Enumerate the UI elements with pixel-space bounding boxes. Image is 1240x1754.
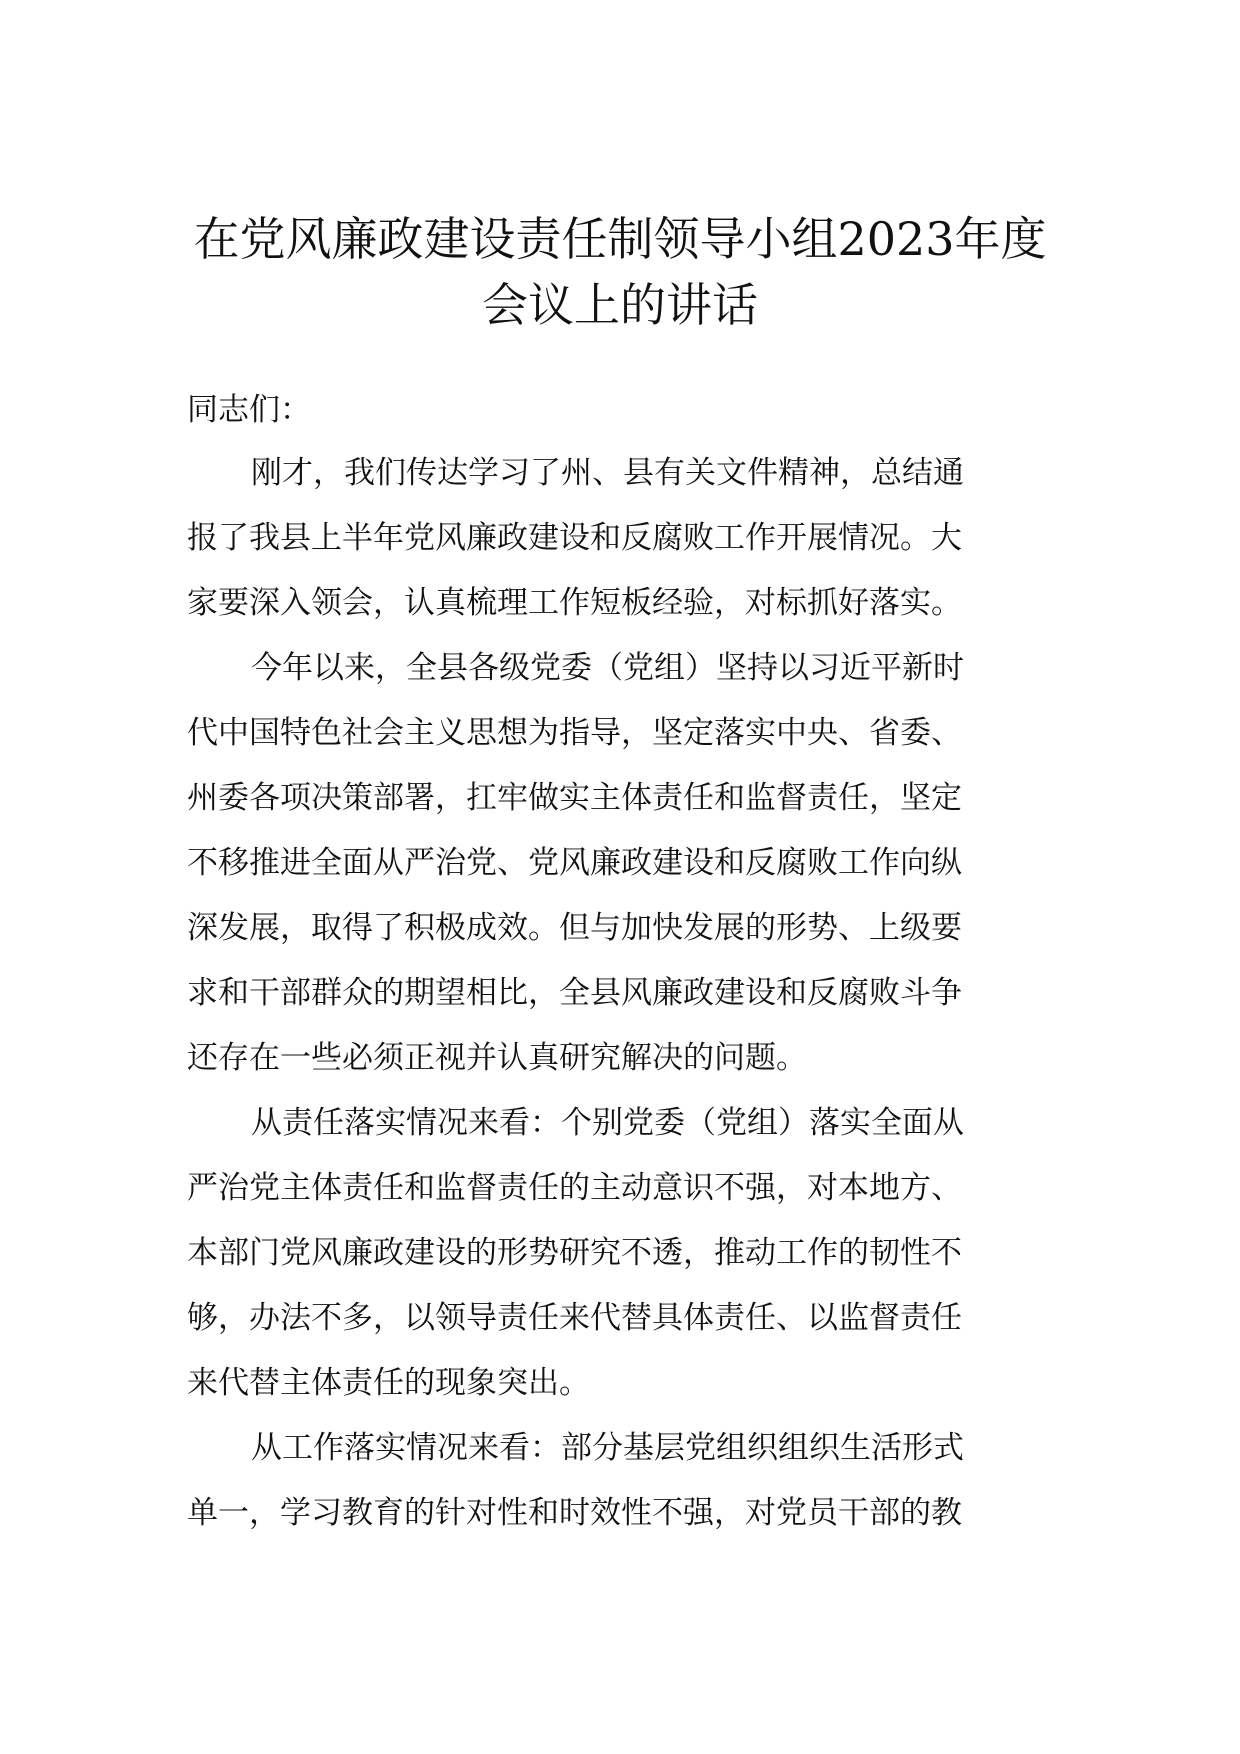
- title-line-2: 会议上的讲话: [482, 278, 758, 332]
- paragraph-2-line-2: 代中国特色社会主义思想为指导，坚定落实中央、省委、: [187, 715, 962, 751]
- paragraph-1-line-1: 刚才，我们传达学习了州、县有关文件精神，总结通: [251, 455, 964, 491]
- page-title: [170, 206, 1070, 338]
- paragraph-2-line-3: 州委各项决策部署，扛牢做实主体责任和监督责任，坚定: [187, 780, 962, 816]
- title-line-1: 在党风廉政建设责任制领导小组2023年度: [193, 212, 1047, 266]
- salutation: 同志们：: [187, 392, 311, 428]
- paragraph-3-line-4: 够，办法不多，以领导责任来代替具体责任、以监督责任: [187, 1300, 962, 1336]
- paragraph-1-line-2: 报了我县上半年党风廉政建设和反腐败工作开展情况。大: [187, 520, 962, 556]
- paragraph-4-line-2: 单一，学习教育的针对性和时效性不强，对党员干部的教: [187, 1495, 962, 1531]
- paragraph-2-line-4: 不移推进全面从严治党、党风廉政建设和反腐败工作向纵: [187, 845, 962, 881]
- paragraph-1-line-3: 家要深入领会，认真梳理工作短板经验，对标抓好落实。: [187, 585, 962, 621]
- paragraph-3-line-5: 来代替主体责任的现象突出。: [187, 1365, 590, 1401]
- paragraph-3-line-2: 严治党主体责任和监督责任的主动意识不强，对本地方、: [187, 1170, 962, 1206]
- paragraph-2-line-6: 求和干部群众的期望相比，全县风廉政建设和反腐败斗争: [187, 975, 962, 1011]
- paragraph-2-line-7: 还存在一些必须正视并认真研究解决的问题。: [187, 1040, 807, 1076]
- paragraph-2-line-5: 深发展，取得了积极成效。但与加快发展的形势、上级要: [187, 910, 962, 946]
- paragraph-4-line-1: 从工作落实情况来看：部分基层党组织组织生活形式: [251, 1430, 964, 1466]
- paragraph-3-line-1: 从责任落实情况来看：个别党委（党组）落实全面从: [251, 1105, 964, 1141]
- paragraph-2-line-1: 今年以来，全县各级党委（党组）坚持以习近平新时: [251, 650, 964, 686]
- paragraph-3-line-3: 本部门党风廉政建设的形势研究不透，推动工作的韧性不: [187, 1235, 962, 1271]
